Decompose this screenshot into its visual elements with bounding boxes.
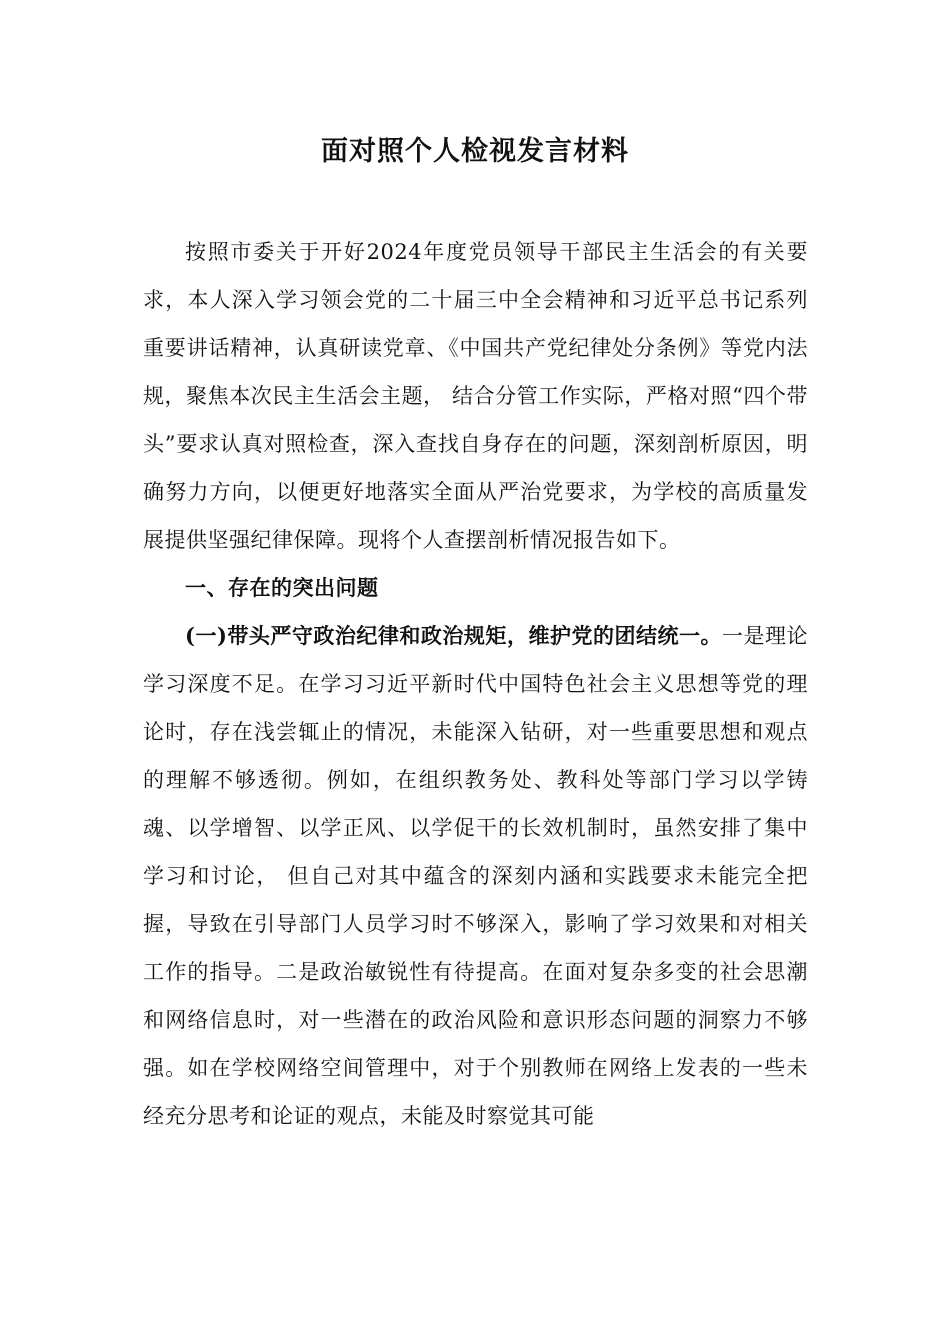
- subsection-paragraph: [143, 612, 808, 1140]
- intro-paragraph: 按照市委关于开好2024年度党员领导干部民主生活会的有关要求，本人深入学习领会党的二十届三中全会精神和习近平总书记系列重要讲话精神，认真研读党章、《中国共产党纪律处分条例》等党内法规，聚焦本次民主生活会主题， 结合分管工作实际，严格对照“四个带头”要求认真对照检查，深入查找自身存在的问题，深刻剖析原因，明确努力方向，以便更好地落实全面从严治党要求，为学校的高质量发展提供坚强纪律保障。现将个人查摆剖析情况报告如下。: [143, 240, 808, 552]
- document-body: [143, 228, 808, 1140]
- subsection-body: 一是理论学习深度不足。在学习习近平新时代中国特色社会主义思想等党的理论时，存在浅尝辄止的情况，未能深入钻研，对一些重要思想和观点的理解不够透彻。例如，在组织教务处、教科处等部门学习以学铸魂、以学增智、以学正风、以学促干的长效机制时，虽然安排了集中学习和讨论， 但自己对其中蕴含的深刻内涵和实践要求未能完全把握，导致在引导部门人员学习时不够深入，影响了学习效果和对相关工作的指导。二是政治敏锐性有待提高。在面对复杂多变的社会思潮和网络信息时，对一些潜在的政治风险和意识形态问题的洞察力不够强。如在学校网络空间管理中，对于个别教师在网络上发表的一些未经充分思考和论证的观点，未能及时察觉其可能: [143, 624, 808, 1128]
- section-heading: 一、存在的突出问题: [185, 575, 379, 600]
- page-title: 面对照个人检视发言材料: [321, 136, 629, 167]
- subsection-heading: (一)带头严守政治纪律和政治规矩，维护党的团结统一。: [185, 623, 722, 648]
